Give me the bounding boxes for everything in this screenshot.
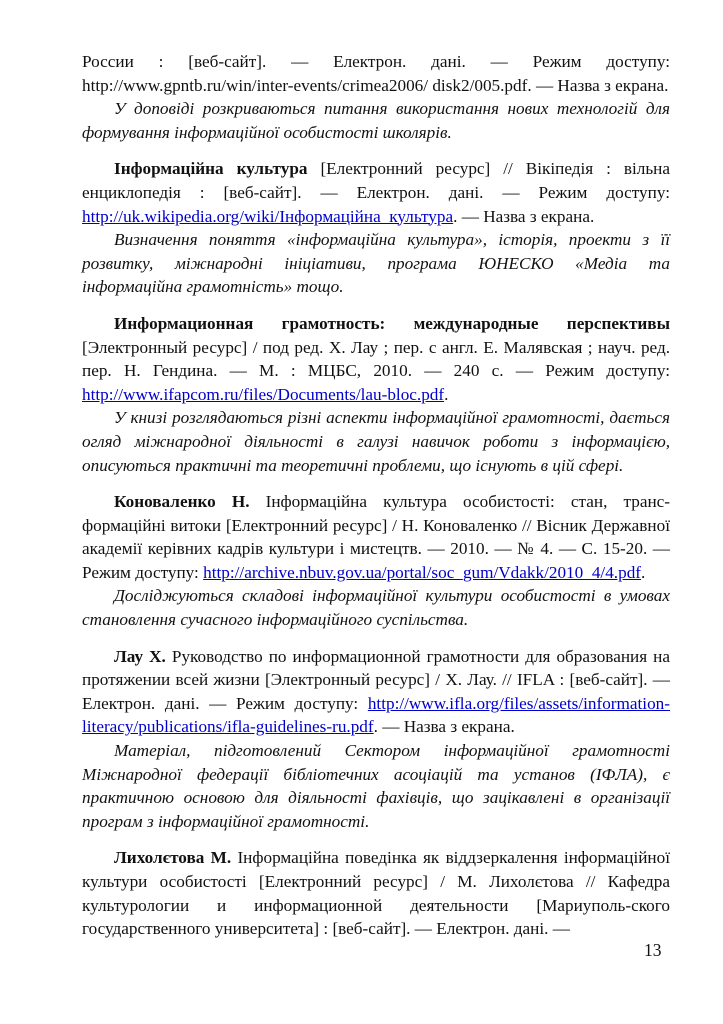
entry-text: Інформаційна поведінка як віддзеркалення інформаційної культури особистості [Електронний ресурс] / М. Лихолєтова // Кафедра культурологии и информационной деятельности [Мариуполь-ского государственного университета] : [веб-сайт]. — Електрон. дані. — (82, 848, 670, 939)
entry-text: Інформаційна культура особистості: стан, транс-формаційні витоки [Електронний ресурс] / Н. Коноваленко // Вісник Державної академії керівних кадрів культури і мистецтв. — 2010. — № 4. — С. 15-20. — Режим доступу: (82, 492, 670, 582)
entry-tail: . — Назва з екрана. (453, 206, 595, 226)
reference-entry (82, 490, 670, 584)
annotation: У книзі розглядаються різні аспекти інформаційної грамотності, дається огляд міжнародної діяльності в галузі навичок роботи з інформацією, описуються практичні та теоретичні проблеми, що існують в цій сфері. (82, 408, 670, 475)
annotation: Матеріал, підготовлений Сектором інформаційної грамотності Міжнародної федерації бібліотечних асоціацій та установ (ІФЛА), є практичною основою для діяльності фахівців, що зацікавлені в організації програм з інформаційної грамотності. (82, 741, 670, 831)
page-number: 13 (644, 940, 662, 960)
document-body (82, 50, 670, 941)
annotation: Досліджуються складові інформаційної культури особистості в умовах становлення сучасного інформаційного суспільства. (82, 586, 670, 630)
entry-heading: Інформаційна культура (114, 159, 308, 179)
reference-link[interactable]: http://www.ifla.org/files/assets/information-literacy/publications/ifla-guidelines-ru.pdf (82, 693, 670, 737)
reference-link[interactable]: http://archive.nbuv.gov.ua/portal/soc_gum/Vdakk/2010_4/4.pdf (203, 562, 642, 582)
reference-link[interactable]: http://uk.wikipedia.org/wiki/Інформаційна_культура (82, 206, 454, 226)
entry-text: [Электронный ресурс] / под ред. Х. Лау ; пер. с англ. Е. Малявская ; науч. ред. пер. Н. Гендина. — М. : МЦБС, 2010. — 240 с. — Режим доступу: (82, 337, 670, 381)
reference-continuation: России : [веб-сайт]. — Електрон. дані. — Режим доступу: http://www.gpntb.ru/win/inter-events/crimea2006/ disk2/005.pdf. — Назва з екрана. (82, 52, 670, 95)
entry-heading: Коноваленко Н. (114, 492, 250, 512)
reference-entry (82, 312, 670, 406)
entry-text: [Електронний ресурс] // Вікіпедія : вільна енциклопедія : [веб-сайт]. — Електрон. дані. — Режим доступу: (82, 159, 670, 202)
entry-heading: Информационная грамотность: международные перспективы (114, 313, 670, 333)
entry-tail: . (444, 384, 449, 404)
annotation: У доповіді розкриваються питання використання нових технологій для формування інформаційної особистості школярів. (82, 99, 670, 142)
entry-text: Руководство по информационной грамотности для образования на протяжении всей жизни [Электронный ресурс] / Х. Лау. // IFLA : [веб-сайт]. — Електрон. дані. — Режим доступу: (82, 646, 670, 713)
entry-heading: Лихолєтова М. (114, 848, 232, 868)
entry-tail: . — Назва з екрана. (373, 717, 515, 737)
annotation: Визначення поняття «інформаційна культура», історія, проекти з її розвитку, міжнародні ініціативи, програма ЮНЕСКО «Медіа та інформаційна грамотність» тощо. (82, 230, 670, 297)
reference-entry (82, 157, 670, 228)
reference-link[interactable]: http://www.ifapcom.ru/files/Documents/lau-bloc.pdf (82, 384, 445, 404)
reference-entry (82, 846, 670, 940)
entry-tail: . (641, 562, 646, 582)
entry-heading: Лау Х. (114, 646, 166, 666)
reference-entry (82, 645, 670, 739)
